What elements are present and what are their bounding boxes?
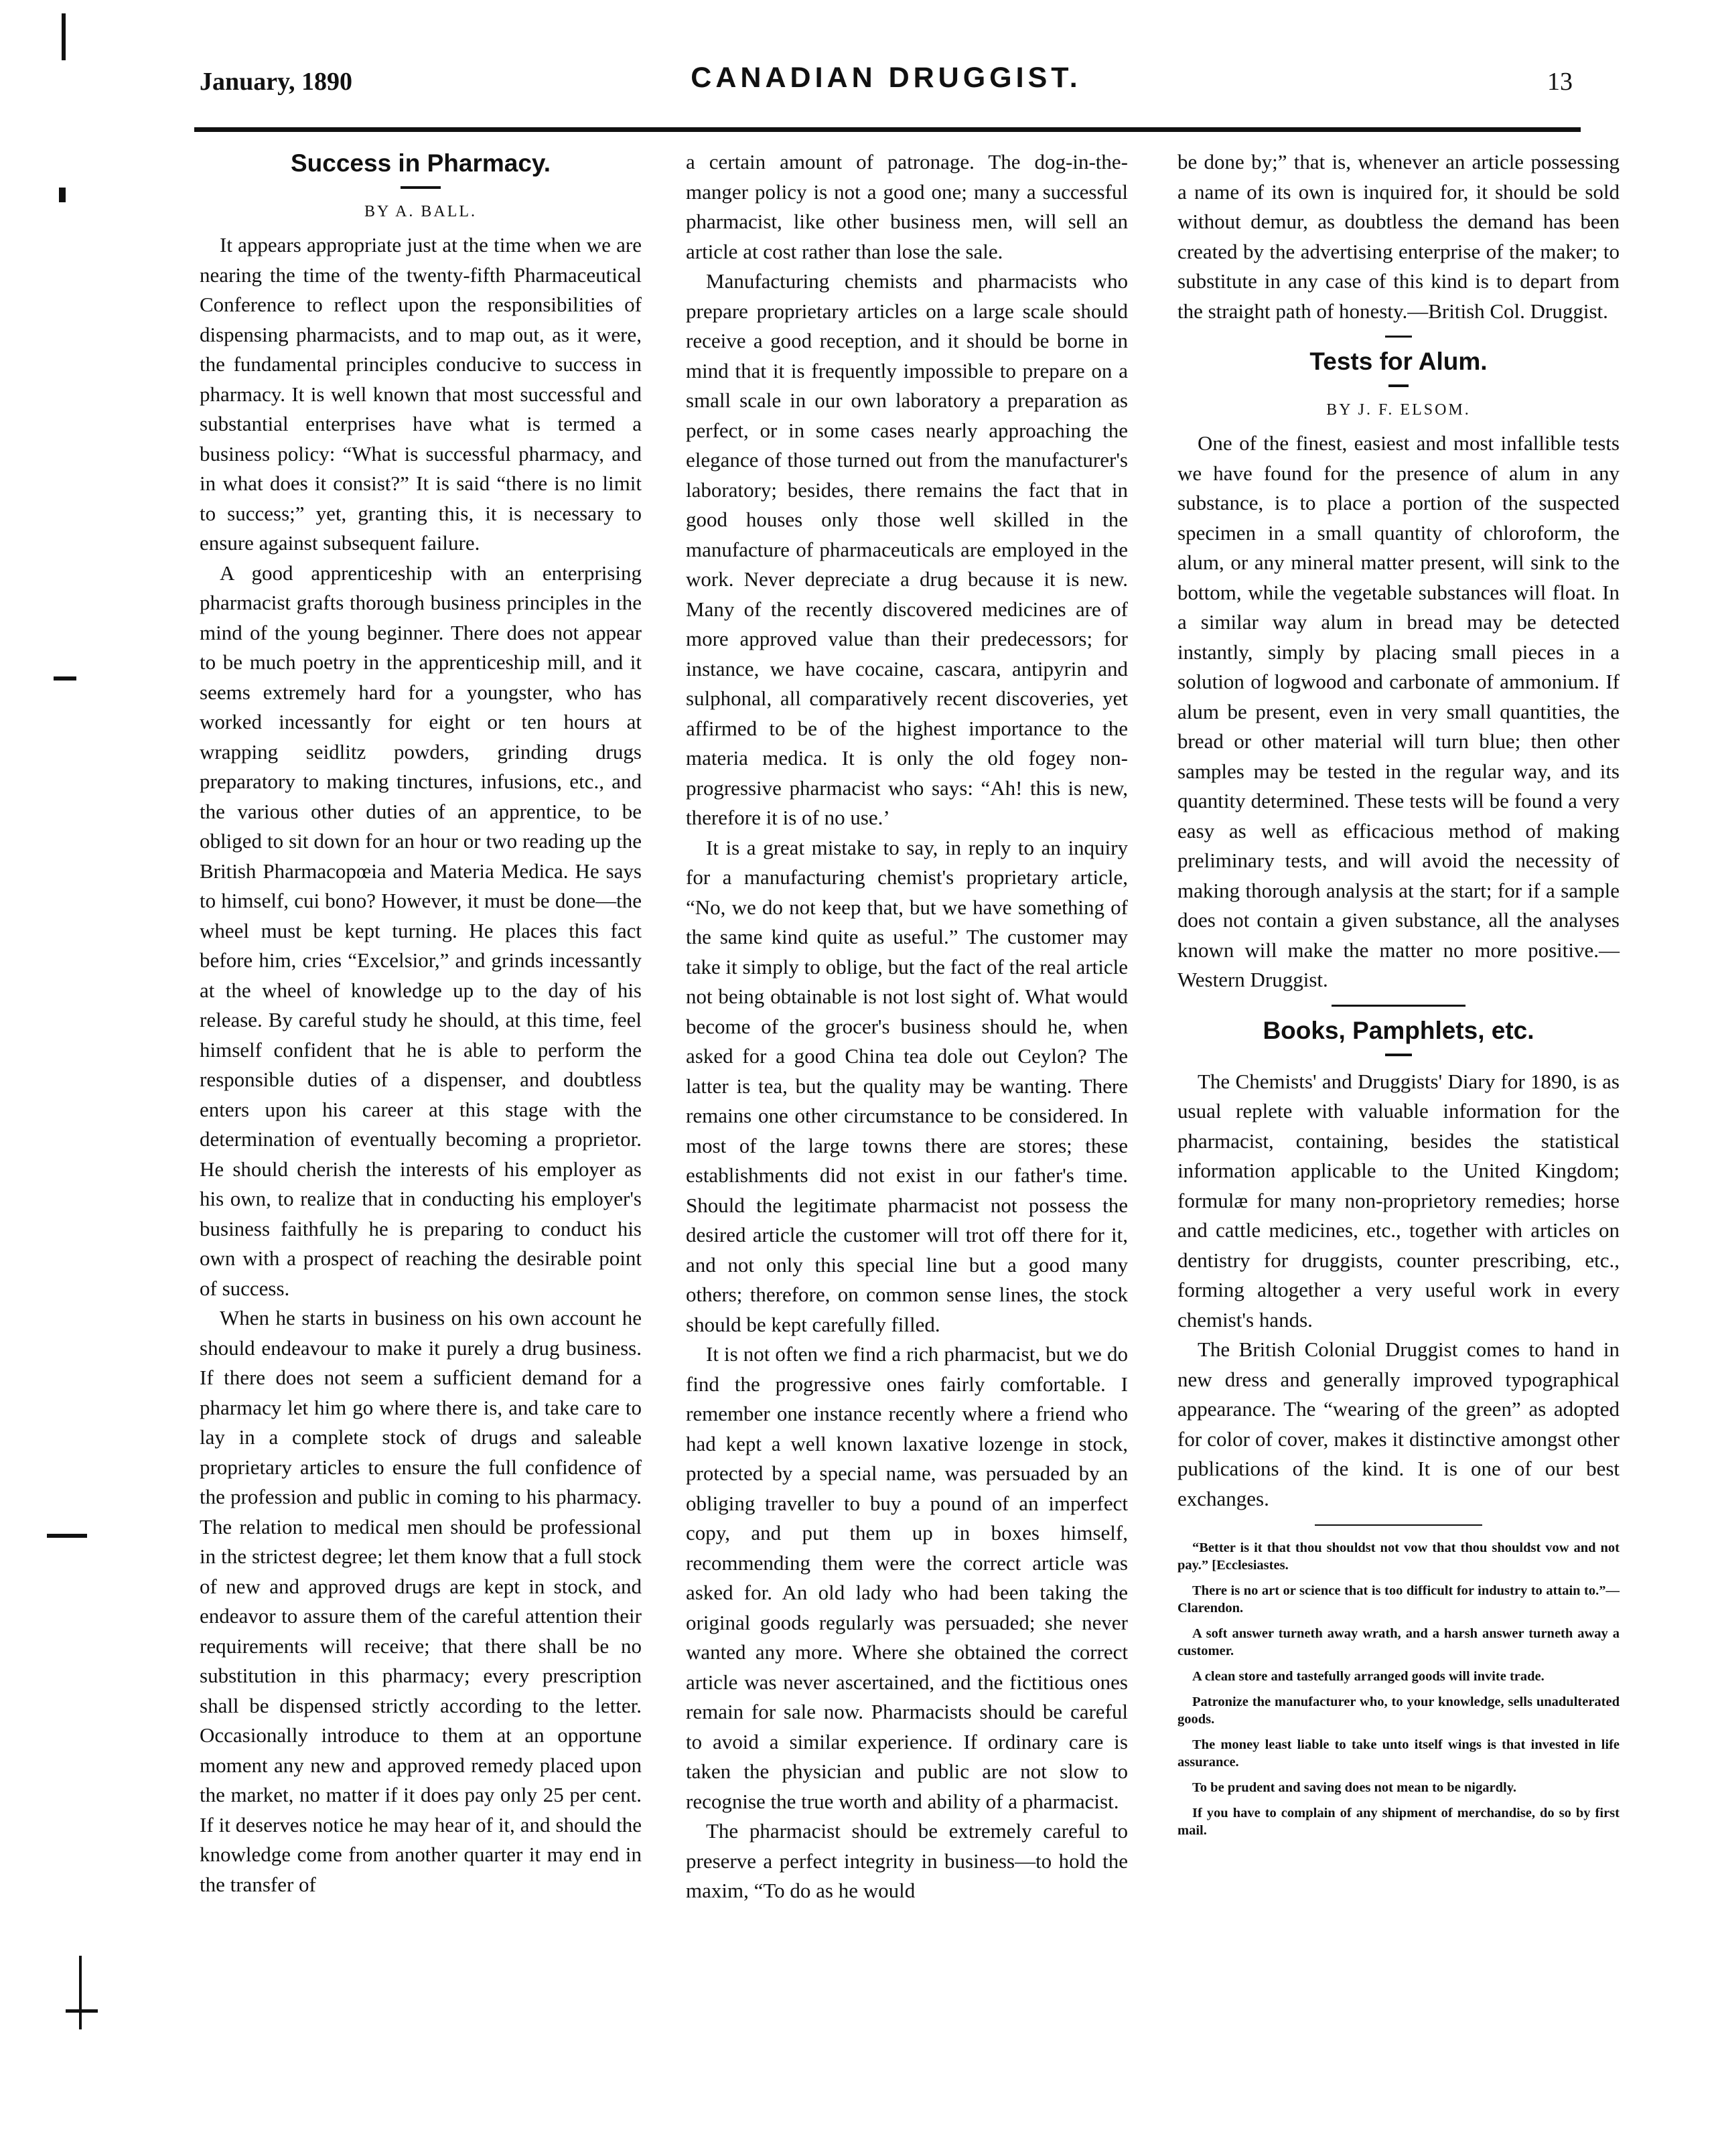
maxim: The money least liable to take unto itself wings is that invested in life assurance. <box>1177 1737 1620 1770</box>
maxim: A clean store and tastefully arranged goods will invite trade. <box>1192 1669 1545 1684</box>
separator <box>1332 1005 1465 1007</box>
page-header <box>200 62 1573 102</box>
paragraph: It is a great mistake to say, in reply to an inquiry for a manufacturing chemist's proprietary article, “No, we do not keep that, but we have something of the same kind quite as useful.” The customer may take it simply to oblige, but the fact of the real article not being obtainable is not lost sight of. What would become of the grocer's business should he, when asked for a good China tea dole out Ceylon? The latter is tea, but the quality may be wanting. There remains one other circumstance to be considered. In most of the large towns there are stores; these establishments did not exist in our father's time. Should the legitimate pharmacist not possess the desired article the customer will trot off there for it, and not only this special line but a good many others; therefore, on common sense lines, the stock should be kept carefully filled. <box>686 835 1128 1336</box>
paragraph: One of the finest, easiest and most infallible tests we have found for the presence of alum in any substance, is to place a portion of the suspected specimen in a small quantity of chloroform, the alum, or any mineral matter present, will sink to the bottom, while the vegetable substances will float. In a similar way alum in bread may be detected instantly, simply by placing small pieces in a solution of logwood and carbonate of ammonium. If alum be present, even in very small quantities, the bread or other material will turn blue; then other samples may be tested in the regular way, and its quantity determined. These tests will be found a very easy as well as efficacious method of making preliminary tests, and will avoid the necessity of making thorough analysis at the start; for if a sample does not contain a given substance, all the analyses known will make the matter no more positive.—Western Druggist. <box>1177 431 1620 991</box>
maxims-list <box>1177 1539 1620 1839</box>
article-byline: BY A. BALL. <box>364 203 478 220</box>
maxim: To be prudent and saving does not mean to be nigardly. <box>1192 1780 1516 1795</box>
maxim: Patronize the manufacturer who, to your knowledge, sells unadulterated goods. <box>1177 1695 1620 1727</box>
title-dash <box>1388 384 1409 387</box>
margin-mark <box>66 2009 98 2013</box>
paragraph: When he starts in business on his own account he should endeavour to make it purely a drug business. If there does not seem a sufficient demand for a pharmacy let him go where there is, and take care to lay in a complete stock of drugs and saleable proprietary articles to ensure the full confidence of the profession and public in coming to his pharmacy. The relation to medical men should be professional in the strictest degree; let them know that a full stock of new and approved drugs are kept in stock, and endeavor to assure them of the careful attention their requirements will receive; that there shall be no substitution in this pharmacy; every prescription shall be dispensed strictly according to the letter. Occasionally introduce to them at an opportune moment any new and approved remedy placed upon the market, no matter if it does pay only 25 per cent. If it deserves notice he may hear of it, and should the knowledge come from another quarter it may end in the transfer of <box>200 1306 642 1896</box>
header-rule <box>194 127 1581 132</box>
paragraph: The pharmacist should be extremely careful to preserve a perfect integrity in business—to hold the maxim, “To do as he would <box>686 1819 1128 1902</box>
column-2 <box>686 147 1128 1906</box>
page-number: 13 <box>1547 68 1573 96</box>
journal-title: CANADIAN DRUGGIST. <box>691 62 1082 94</box>
margin-mark <box>62 13 66 60</box>
title-dash <box>401 186 441 189</box>
maxim: There is no art or science that is too difficult for industry to attain to.”—Clarendon. <box>1177 1583 1620 1615</box>
column-1 <box>200 147 642 1899</box>
paragraph: The British Colonial Druggist comes to hand in new dress and generally improved typographical appearance. The “wearing of the green” as adopted for color of cover, makes it distinctive amongst other publications of the kind. It is one of our best exchanges. <box>1177 1338 1620 1510</box>
article-title: Tests for Alum. <box>1309 348 1488 375</box>
maxim: “Better is it that thou shouldst not vow that thou shouldst vow and not pay.” [Ecclesiastes. <box>1177 1540 1620 1573</box>
paragraph: Manufacturing chemists and pharmacists who prepare proprietary articles on a large scale should receive a good reception, and it should be borne in mind that it is frequently impossible to prepare on a small scale in our own laboratory a preparation as perfect, or in some cases nearly approaching the elegance of those turned out from the manufacturer's laboratory; besides, there remains the fact that in good houses only those well skilled in the manufacture of pharmaceuticals are employed in the work. Never depreciate a drug because it is new. Many of the recently discovered medicines are of more approved value than their predecessors; for instance, we have cocaine, cascara, antipyrin and sulphonal, all comparatively recent discoveries, yet affirmed to be of the highest importance to the materia medica. It is only the old fogey non-progressive pharmacist who says: “Ah! this is new, therefore it is of no use.’ <box>686 269 1128 829</box>
paragraph: A good apprenticeship with an enterprising pharmacist grafts thorough business principles in the mind of the young beginner. There does not appear to be much poetry in the apprenticeship mill, and it seems extremely hard for a youngster, who has worked incessantly for eight or ten hours at wrapping seidlitz powders, grinding drugs preparatory to making tinctures, infusions, etc., and the various other duties of an apprentice, to be obliged to sit down for an hour or two reading up the British Pharmacopœia and Materia Medica. He says to himself, cui bono? However, it must be done—the wheel must be kept turning. He places this fact before him, cries “Excelsior,” and grinds incessantly at the wheel of knowledge up to the day of his release. By careful study he should, at this time, feel himself confident that he is able to perform the responsible duties of a dispenser, and doubtless enters upon his career at this stage with the determination of eventually becoming a proprietor. He should cherish the interests of his employer as his own, to realize that in conducting his employer's business faithfully he is preparing to conduct his own with a prospect of reaching the desirable point of success. <box>200 561 642 1300</box>
paragraph: be done by;” that is, whenever an article possessing a name of its own is inquired for, it should be sold without demur, as doubtless the demand has been created by the advertising enterprise of the maker; to substitute in any case of this kind is to depart from the straight path of honesty.—British Col. Druggist. <box>1177 150 1620 323</box>
separator <box>1385 336 1412 338</box>
issue-date: January, 1890 <box>200 68 353 96</box>
paragraph: a certain amount of patronage. The dog-in-the-manger policy is not a good one; many a successful pharmacist, like other business men, will sell an article at cost rather than lose the sale. <box>686 150 1128 263</box>
maxim: If you have to complain of any shipment of merchandise, do so by first mail. <box>1177 1806 1620 1838</box>
separator <box>1315 1524 1482 1526</box>
article-title: Books, Pamphlets, etc. <box>1263 1016 1534 1044</box>
margin-mark <box>47 1534 87 1538</box>
paragraph: The Chemists' and Druggists' Diary for 1890, is as usual replete with valuable information for the pharmacist, containing, besides the statistical information applicable to the United Kingdom; formulæ for many non-proprietory remedies; horse and cattle medicines, etc., together with articles on dentistry for druggists, counter prescribing, etc., forming altogether a very useful work in every chemist's hands. <box>1177 1069 1620 1332</box>
paragraph: It appears appropriate just at the time when we are nearing the time of the twenty-fifth Pharmaceutical Conference to reflect upon the responsibilities of dispensing pharmacists, and to map out, as it were, the fundamental principles conducive to success in pharmacy. It is well known that most successful and substantial enterprises have what is termed a business policy: “What is successful pharmacy, and in what does it consist?” It is said “there is no limit to success;” yet, granting this, it is necessary to ensure against subsequent failure. <box>200 233 642 555</box>
article-title: Success in Pharmacy. <box>290 149 551 177</box>
paragraph: It is not often we find a rich pharmacist, but we do find the progressive ones fairly comfortable. I remember one instance recently where a friend who had kept a well known laxative lozenge in stock, protected by a special name, was persuaded by an obliging traveller to buy a pound of an imperfect copy, and put them up in boxes himself, recommending them were the correct article was asked for. An old lady who had been taking the original goods regularly was persuaded; she never wanted any more. Where she obtained the correct article was never ascertained, and the fictitious ones remain for sale now. Pharmacists should be careful to avoid a similar experience. If ordinary care is taken the physician and public are not slow to recognise the true worth and ability of a pharmacist. <box>686 1342 1128 1813</box>
maxim: A soft answer turneth away wrath, and a harsh answer turneth away a customer. <box>1177 1626 1620 1658</box>
title-dash <box>1385 1054 1412 1056</box>
margin-mark <box>79 1956 82 2029</box>
column-3 <box>1177 147 1620 1847</box>
article-byline: BY J. F. ELSOM. <box>1326 401 1471 419</box>
margin-mark <box>54 676 76 680</box>
margin-mark <box>59 188 66 202</box>
